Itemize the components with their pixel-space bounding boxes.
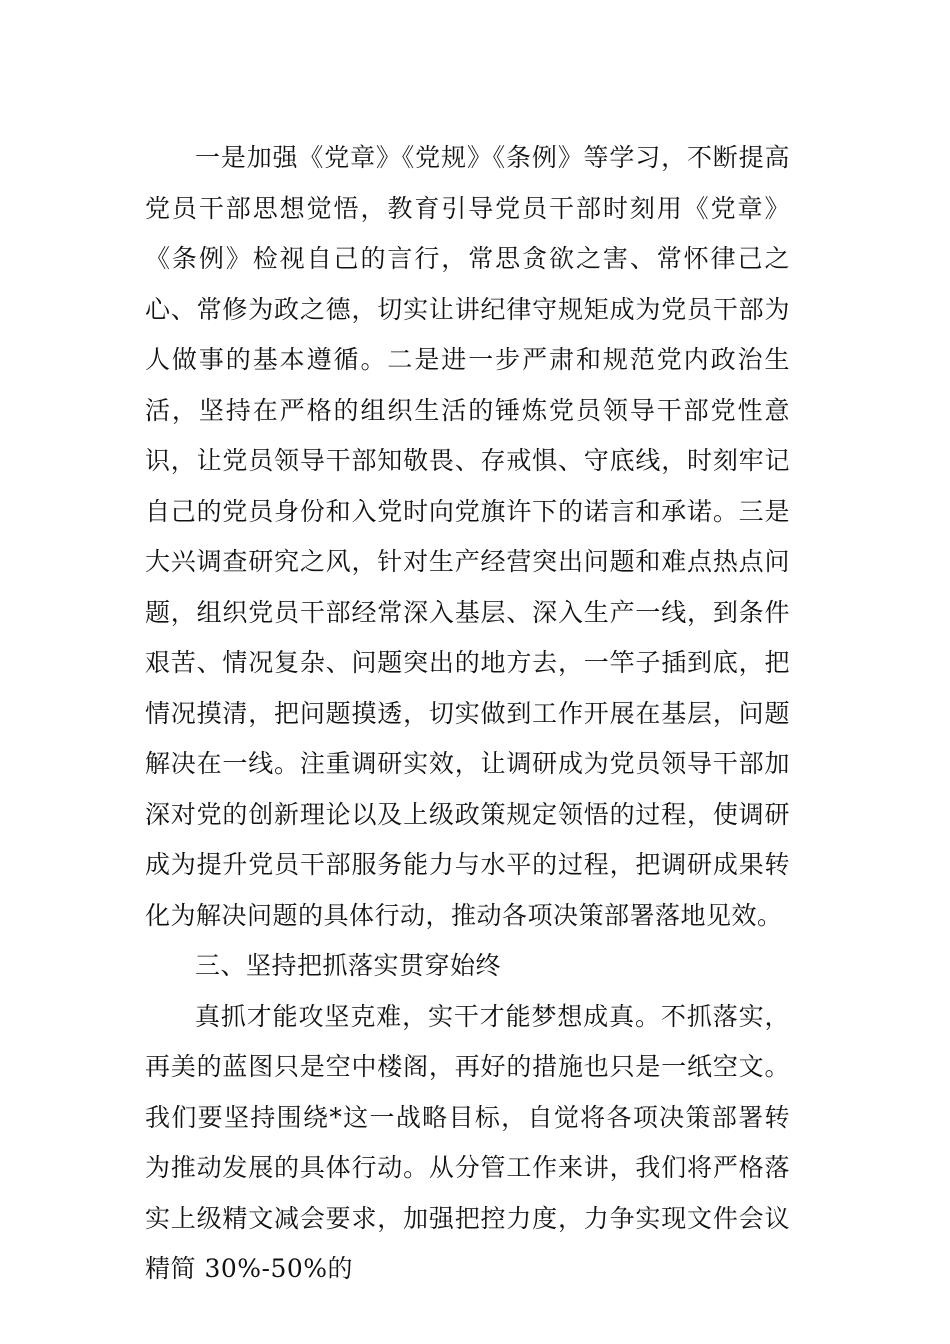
section-heading: 三、坚持把抓落实贯穿始终	[195, 951, 502, 980]
body-paragraph-2: 真抓才能攻坚克难，实干才能梦想成真。不抓落实，再美的蓝图只是空中楼阁，再好的措施也只是一纸空文。我们要坚持围绕*这一战略目标，自觉将各项决策部署转为推动发展的具体行动。从分管工作来讲，我们将严格落实上级精文减会要求，加强把控力度，力争实现文件会议精简 30%-50%的	[145, 1001, 790, 1283]
document-page	[145, 133, 790, 1295]
body-paragraph-1: 一是加强《党章》《党规》《条例》等学习，不断提高党员干部思想觉悟，教育引导党员干部时刻用《党章》《条例》检视自己的言行，常思贪欲之害、常怀律己之心、常修为政之德，切实让讲纪律守规矩成为党员干部为人做事的基本遵循。二是进一步严肃和规范党内政治生活，坚持在严格的组织生活的锤炼党员领导干部党性意识，让党员领导干部知敬畏、存戒惧、守底线，时刻牢记自己的党员身份和入党时向党旗许下的诺言和承诺。三是大兴调查研究之风，针对生产经营突出问题和难点热点问题，组织党员干部经常深入基层、深入生产一线，到条件艰苦、情况复杂、问题突出的地方去，一竿子插到底，把情况摸清，把问题摸透，切实做到工作开展在基层，问题解决在一线。注重调研实效，让调研成为党员领导干部加深对党的创新理论以及上级政策规定领悟的过程，使调研成为提升党员干部服务能力与水平的过程，把调研成果转化为解决问题的具体行动，推动各项决策部署落地见效。	[145, 143, 790, 930]
